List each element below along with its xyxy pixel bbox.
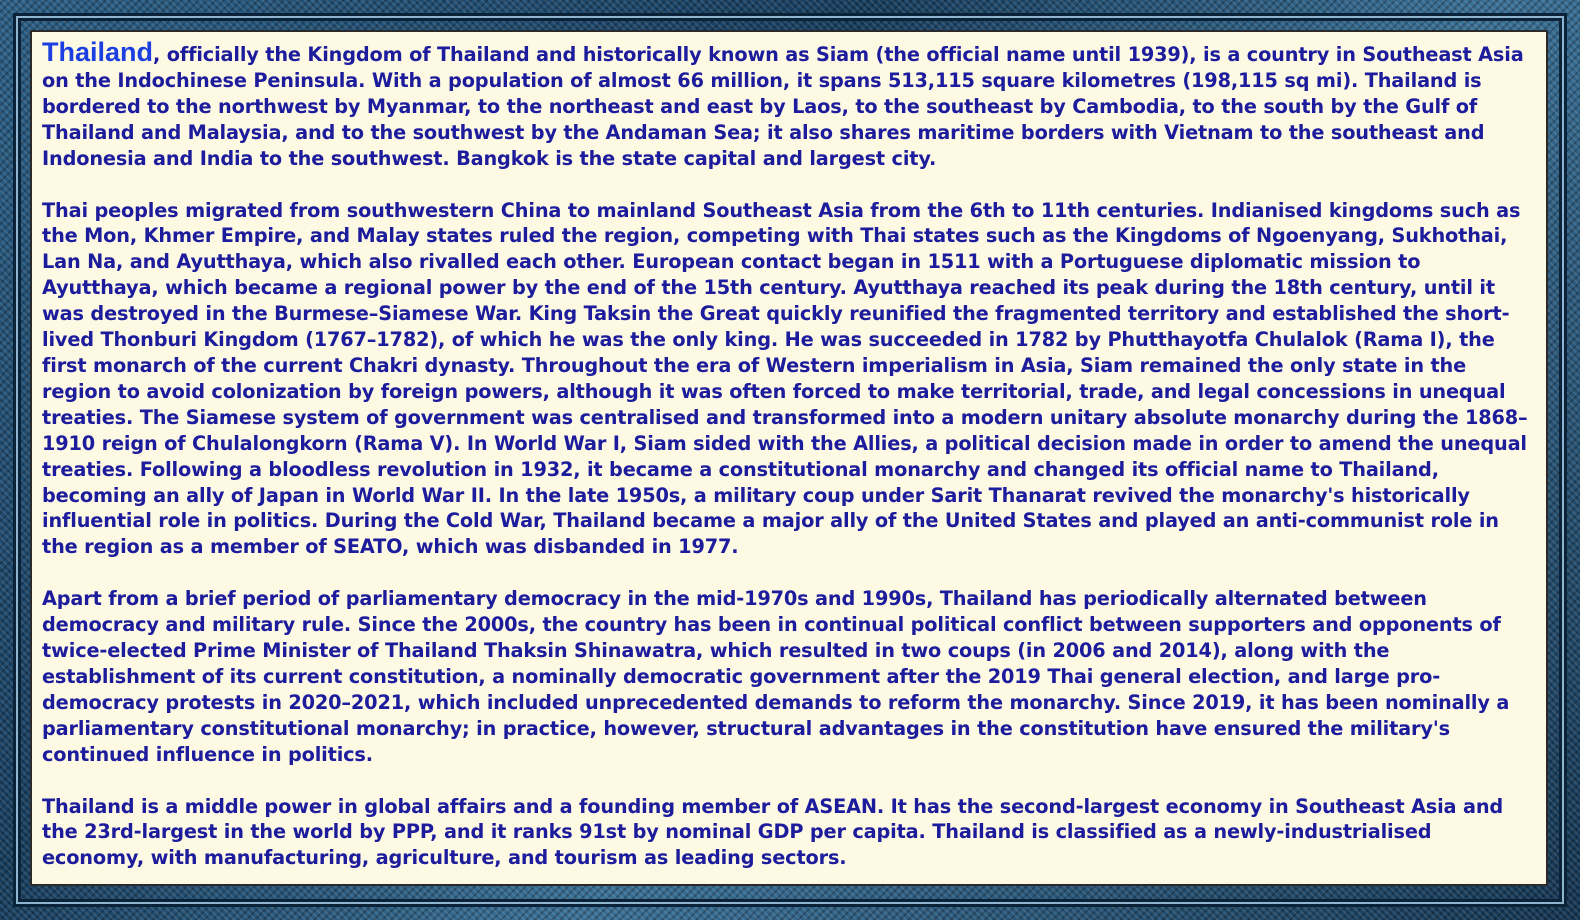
paragraph-intro bbox=[42, 37, 1536, 172]
paragraph-history: Thai peoples migrated from southwestern China to mainland Southeast Asia from the 6th to 11th centuries. Indianised kingdoms such as the Mon, Khmer Empire, and Malay states ruled the region, competing with Thai states such as the Kingdoms of Ngoenyang, Sukhothai, Lan Na, and Ayutthaya, which also rivalled each other. European contact began in 1511 with a Portuguese diplomatic mission to Ayutthaya, which became a regional power by the end of the 15th century. Ayutthaya reached its peak during the 18th century, until it was destroyed in the Burmese–Siamese War. King Taksin the Great quickly reunified the fragmented territory and established the short-lived Thonburi Kingdom (1767–1782), of which he was the only king. He was succeeded in 1782 by Phutthayotfa Chulalok (Rama I), the first monarch of the current Chakri dynasty. Throughout the era of Western imperialism in Asia, Siam remained the only state in the region to avoid colonization by foreign powers, although it was often forced to make territorial, trade, and legal concessions in unequal treaties. The Siamese system of government was centralised and transformed into a modern unitary absolute monarchy during the 1868–1910 reign of Chulalongkorn (Rama V). In World War I, Siam sided with the Allies, a political decision made in order to amend the unequal treaties. Following a bloodless revolution in 1932, it became a constitutional monarchy and changed its official name to Thailand, becoming an ally of Japan in World War II. In the late 1950s, a military coup under Sarit Thanarat revived the monarchy's historically influential role in politics. During the Cold War, Thailand became a major ally of the United States and played an anti-communist role in the region as a member of SEATO, which was disbanded in 1977. bbox=[42, 198, 1528, 559]
paragraph-intro-text: , officially the Kingdom of Thailand and historically known as Siam (the official name until 1939), is a country in Southeast Asia on the Indochinese Peninsula. With a population of almost 66 million, it spans 513,115 square kilometres (198,115 sq mi). Thailand is bordered to the northwest by Myanmar, to the northeast and east by Laos, to the southeast by Cambodia, to the south by the Gulf of Thailand and Malaysia, and to the southwest by the Andaman Sea; it also shares maritime borders with Vietnam to the southeast and Indonesia and India to the southwest. Bangkok is the state capital and largest city. bbox=[42, 43, 1524, 170]
paragraph-economy: Thailand is a middle power in global affairs and a founding member of ASEAN. It has the second-largest economy in Southeast Asia and the 23rd-largest in the world by PPP, and it ranks 91st by nominal GDP per capita. Thailand is classified as a newly-industrialised economy, with manufacturing, agriculture, and tourism as leading sectors. bbox=[42, 794, 1504, 870]
article-body bbox=[42, 37, 1536, 871]
paragraph-politics: Apart from a brief period of parliamentary democracy in the mid-1970s and 1990s, Thailand has periodically alternated between democracy and military rule. Since the 2000s, the country has been in continual political conflict between supporters and opponents of twice-elected Prime Minister of Thailand Thaksin Shinawatra, which resulted in two coups (in 2006 and 2014), along with the establishment of its current constitution, a nominally democratic government after the 2019 Thai general election, and large pro-democracy protests in 2020–2021, which included unprecedented demands to reform the monarchy. Since 2019, it has been nominally a parliamentary constitutional monarchy; in practice, however, structural advantages in the constitution have ensured the military's continued influence in politics. bbox=[42, 587, 1510, 766]
text-panel bbox=[30, 30, 1548, 886]
lead-term-heading: Thailand bbox=[42, 37, 154, 67]
